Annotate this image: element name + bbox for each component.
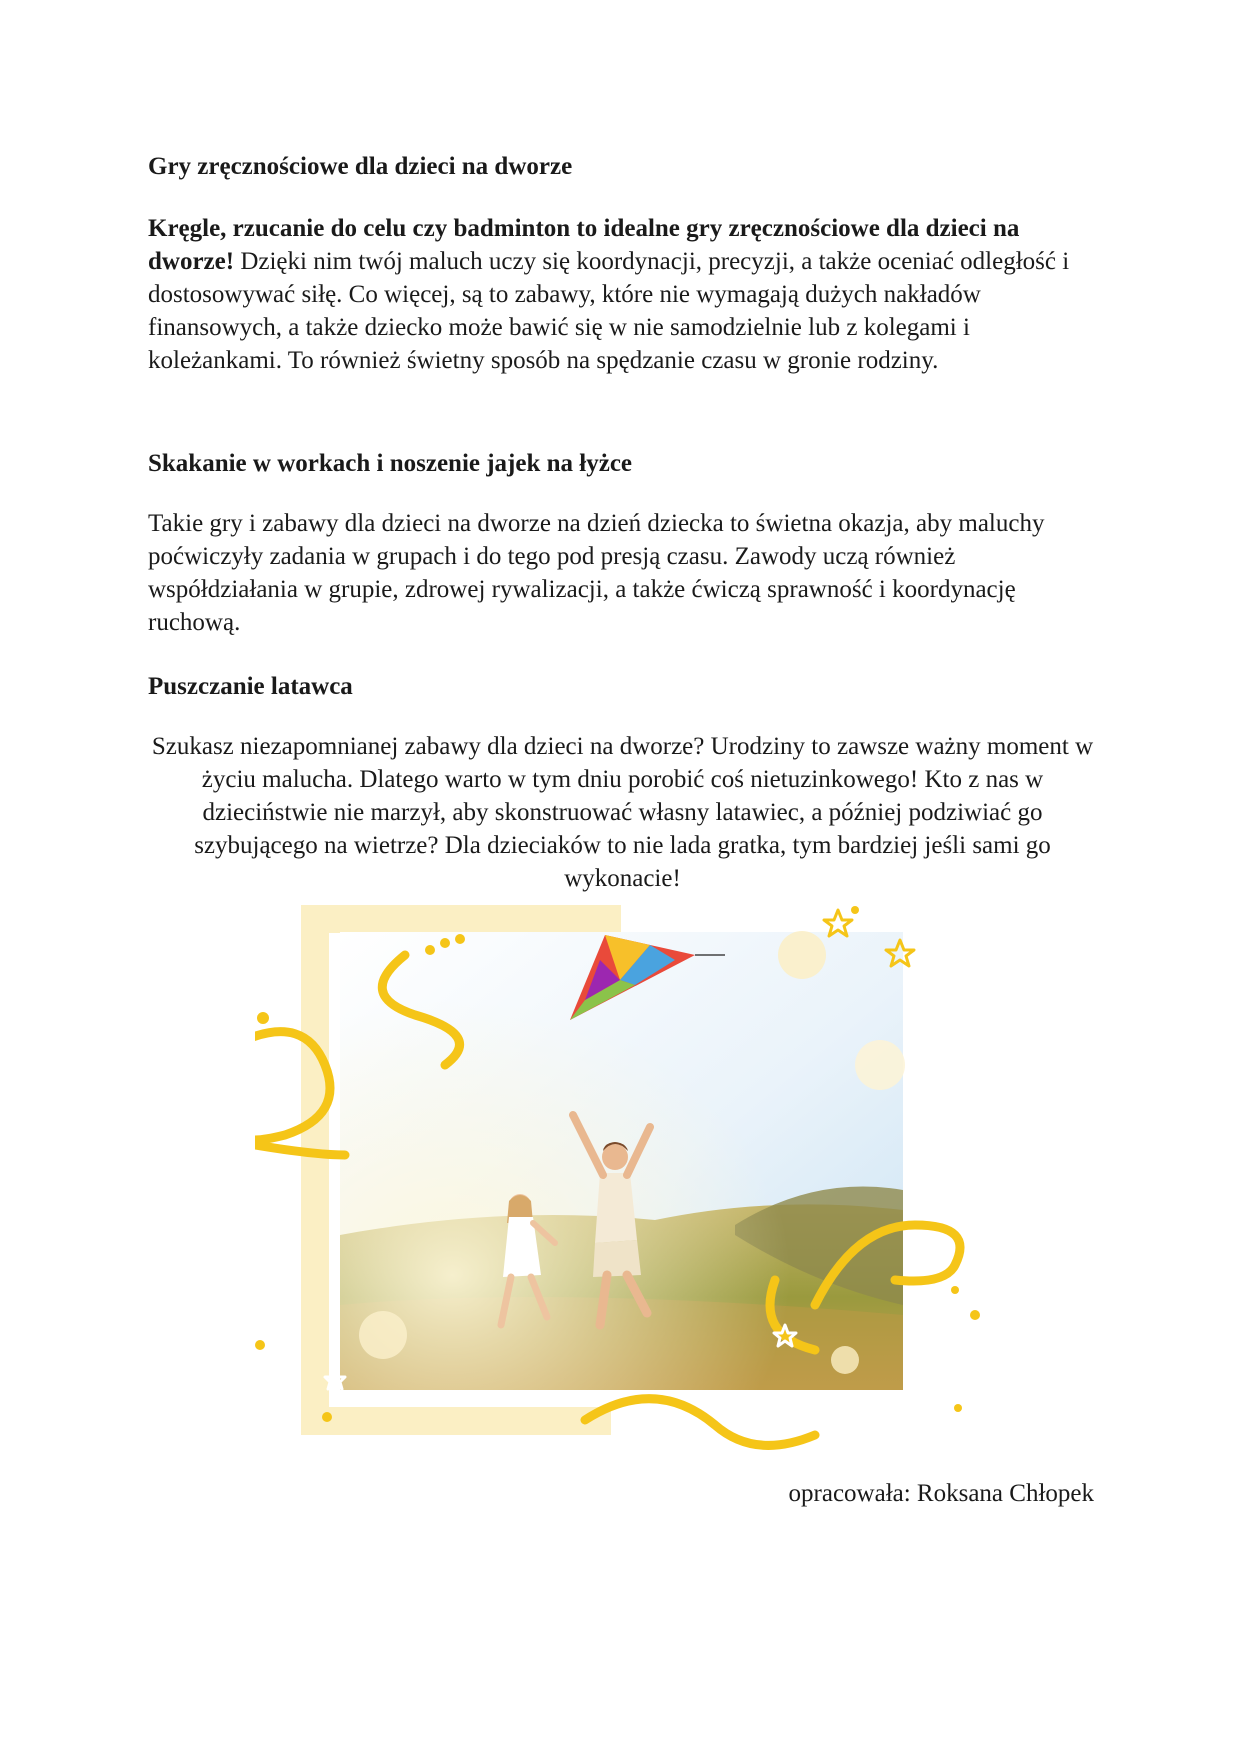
frame-left-bar bbox=[301, 905, 329, 1435]
kite-photo-svg bbox=[255, 905, 995, 1455]
paragraph-dexterity-games bbox=[148, 212, 1093, 377]
paragraph-body: Dzięki nim twój maluch uczy się koordynacji, precyzji, a także oceniać odległość i dostosowywać siłę. Co więcej, są to zabawy, które nie wymagają dużych nakładów finansowych, a także dziecko może bawić się w nie samodzielnie lub z kolegami i koleżankami. To również świetny sposób na spędzanie czasu w gronie rodziny. bbox=[148, 248, 1070, 374]
frame-bottom-bar bbox=[301, 1407, 611, 1435]
section-heading-dexterity-games: Gry zręcznościowe dla dzieci na dworze bbox=[148, 153, 573, 180]
paragraph-sack-race: Takie gry i zabawy dla dzieci na dworze na dzień dziecka to świetna okazja, aby maluchy poćwiczyły zadania w grupach i do tego pod presją czasu. Zawody uczą również współdziałania w grupie, zdrowej rywalizacji, a także ćwiczą sprawność i koordynację ruchową. bbox=[148, 510, 1045, 636]
kite-photo-illustration bbox=[255, 905, 995, 1455]
decor-circle bbox=[831, 1346, 859, 1374]
paragraph-lead-bold: Kręgle, rzucanie do celu czy badminton to idealne gry zręcznościowe dla dzieci na dworze! bbox=[148, 215, 1020, 275]
section-heading-kite: Puszczanie latawca bbox=[148, 673, 353, 700]
frame-top-bar bbox=[301, 905, 621, 933]
photo bbox=[340, 932, 903, 1390]
section-heading-sack-race: Skakanie w workach i noszenie jajek na łyżce bbox=[148, 450, 633, 477]
paragraph-kite: Szukasz niezapomnianej zabawy dla dzieci na dworze? Urodziny to zawsze ważny moment w życiu malucha. Dlatego warto w tym dniu porobić coś nietuzinkowego! Kto z nas w dzieciństwie nie marzył, aby skonstruować własny latawiec, a później podziwiać go szybującego na wietrze? Dla dzieciaków to nie lada gratka, tym bardziej jeśli sami go wykonacie! bbox=[151, 733, 1094, 892]
decor-circle bbox=[359, 1311, 407, 1359]
decor-circle bbox=[855, 1040, 905, 1090]
author-credit: opracowała: Roksana Chłopek bbox=[788, 1480, 1094, 1507]
decor-circle bbox=[778, 931, 826, 979]
